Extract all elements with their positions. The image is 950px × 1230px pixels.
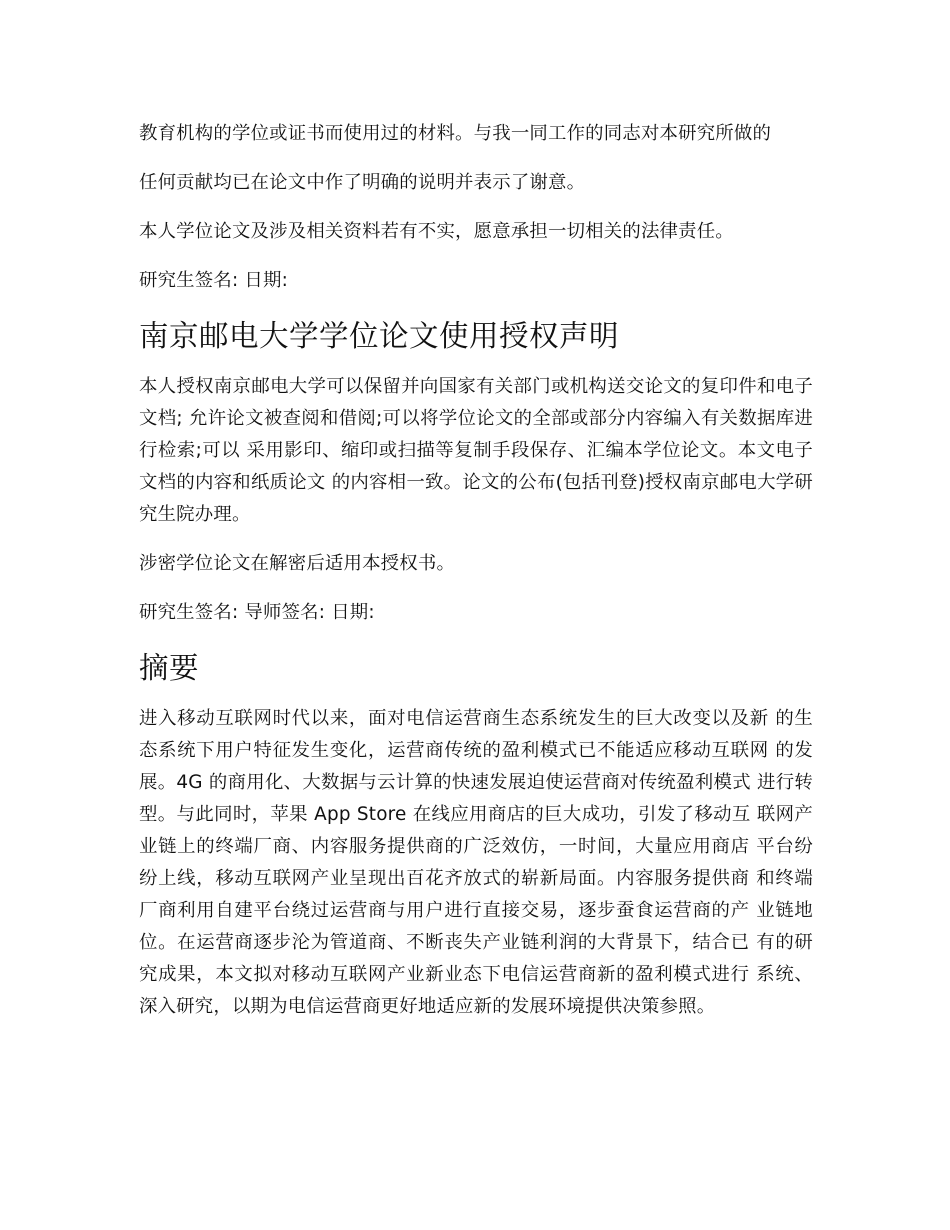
declaration-signature-line: 研究生签名: 日期:: [139, 270, 288, 291]
declaration-paragraph-1: 教育机构的学位或证书而使用过的材料。与我一同工作的同志对本研究所做的: [139, 123, 772, 144]
authorization-signature-line: 研究生签名: 导师签名: 日期:: [139, 602, 375, 623]
document-page: [139, 118, 813, 1040]
declaration-paragraph-3: 本人学位论文及涉及相关资料若有不实，愿意承担一切相关的法律责任。: [139, 221, 734, 242]
confidential-note: 涉密学位论文在解密后适用本授权书。: [139, 553, 456, 574]
abstract-body: 进入移动互联网时代以来，面对电信运营商生态系统发生的巨大改变以及新 的生态系统下用户特征发生变化，运营商传统的盈利模式已不能适应移动互联网 的发展。4G 的商用化、大数据与云计算的快速发展迫使运营商对传统盈利模式 进行转型。与此同时，苹果 App Store 在线应用商店的巨大成功，引发了移动互 联网产业链上的终端厂商、内容服务提供商的广泛效仿，一时间，大量应用商店 平台纷纷上线，移动互联网产业呈现出百花齐放式的崭新局面。内容服务提供商 和终端厂商利用自建平台绕过运营商与用户进行直接交易，逐步蚕食运营商的产 业链地位。在运营商逐步沦为管道商、不断丧失产业链利润的大背景下，结合已 有的研究成果，本文拟对移动互联网产业新业态下电信运营商新的盈利模式进行 系统、深入研究，以期为电信运营商更好地适应新的发展环境提供决策参照。: [139, 708, 813, 1017]
abstract-heading: 摘要: [139, 651, 200, 685]
authorization-heading: 南京邮电大学学位论文使用授权声明: [139, 319, 620, 353]
authorization-paragraph: 本人授权南京邮电大学可以保留并向国家有关部门或机构送交论文的复印件和电子文档; 允许论文被查阅和借阅;可以将学位论文的全部或部分内容编入有关数据库进行检索;可以 采用影印、缩印或扫描等复制手段保存、汇编本学位论文。本文电子文档的内容和纸质论文 的内容相一致。论文的公布(包括刊登)授权南京邮电大学研究生院办理。: [139, 376, 813, 525]
declaration-paragraph-2: 任何贡献均已在论文中作了明确的说明并表示了谢意。: [139, 172, 586, 193]
